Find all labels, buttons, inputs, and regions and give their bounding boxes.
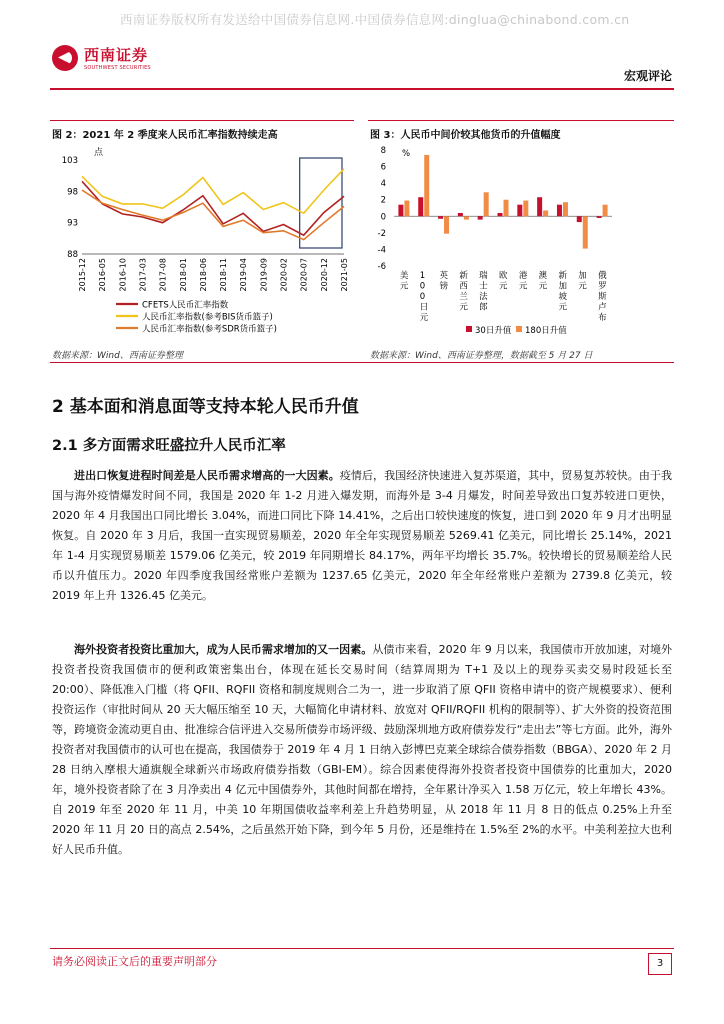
figure3-source: 数据来源：Wind、西南证券整理，数据截至 5 月 27 日 [370, 351, 593, 361]
figure3-bar [498, 213, 503, 216]
figure3-top-rule [368, 120, 674, 121]
paragraph-trade [52, 466, 672, 606]
figure3-bar [517, 205, 522, 217]
figure2-source: 数据来源：Wind、西南证券整理 [52, 351, 183, 361]
figure3-y-tick: -6 [377, 262, 386, 272]
brand-name-cn: 西南证券 [84, 46, 149, 64]
figure3-bar [424, 155, 429, 216]
brand-name-en: SOUTHWEST SECURITIES [84, 65, 151, 71]
figure3-x-tick: 英镑 [439, 271, 449, 292]
figure3-y-tick: -2 [377, 228, 386, 239]
figure2-x-tick: 2015-12 [78, 258, 87, 292]
figure2-x-tick: 2018-01 [178, 258, 188, 292]
figure3-x-tick: 俄罗斯卢布 [598, 271, 607, 323]
figure3-x-tick: 港元 [518, 271, 528, 292]
section-heading: 2 基本面和消息面等支持本轮人民币升值 [52, 397, 359, 417]
figure2-y-tick: 98 [67, 187, 78, 198]
figure2-x-tick: 2021-05 [340, 258, 349, 292]
figure2-x-tick: 2019-04 [239, 258, 249, 292]
figure2-x-tick: 2020-07 [299, 258, 309, 292]
figure2-x-tick: 2017-08 [158, 258, 168, 292]
figure3-x-tick: 美元 [399, 271, 409, 292]
figure2-unit: 点 [94, 148, 104, 158]
disclaimer-note: 请务必阅读正文后的重要声明部分 [52, 955, 217, 968]
figure2-series-line [82, 190, 344, 240]
figure3-y-tick: 4 [380, 179, 386, 190]
figure3-y-tick: -4 [377, 245, 386, 256]
figure3-bar [458, 213, 463, 216]
figure3-bar [444, 216, 449, 233]
figure3-bar [523, 201, 528, 217]
figure3-legend-swatch [466, 326, 472, 332]
figure3-y-tick: 6 [380, 162, 386, 173]
figure2-x-tick: 2017-03 [138, 258, 148, 292]
figure3-bar [543, 210, 548, 216]
figure3-x-tick: 瑞士法郎 [479, 271, 488, 313]
figure3-bar [404, 201, 409, 217]
figure2-title: 图 2：2021 年 2 季度来人民币汇率指数持续走高 [52, 130, 278, 141]
paragraph-body: 疫情后，我国经济快速进入复苏渠道，其中，贸易复苏较快。由于我国与海外疫情爆发时间不同，我国是 2020 年 1-2 月进入爆发期，而海外是 3-4 月爆发，时间差导致出口复苏较进口更快，2020 年 4 月我国出口同比增长 3.04%，而进口同比下降 14.41%，之后出口较快速度的恢复，进口到 2020 年 9 月才出明显恢复。自 2020 年 3 月后，我国一直实现贸易顺差，2020 年全年实现贸易顺差 5269.41 亿美元，同比增长 25.14%，2021 年 1-4 月实现贸易顺差 1579.06 亿美元，较 2019 年同期增长 84.17%，两年平均增长 35.7%。较快增长的贸易顺差给人民币以升值压力。2020 年四季度我国经常账户差额为 1237.65 亿美元，2020 年全年经常账户差额为 2739.8 亿美元，较 2019 年上升 1326.45 亿美元。 [52, 469, 672, 602]
figure2-x-tick: 2016-05 [98, 258, 108, 292]
figure2-y-tick: 103 [61, 156, 78, 166]
figure3-bar [464, 216, 469, 219]
header-divider [50, 88, 674, 90]
figure3-bar [398, 205, 403, 217]
figure2-chart [52, 142, 352, 346]
figure3-x-tick: 新加坡元 [558, 271, 567, 313]
figure2-series-line [82, 169, 344, 214]
brand-logo [52, 44, 151, 71]
footer-divider [50, 948, 674, 949]
paragraph-body: 从债市来看，2020 年 9 月以来，我国债市开放加速，对境外投资者投资我国债市的便利政策密集出台，体现在延长交易时间（结算周期为 T+1 及以上的现券买卖交易时段延长至 20:00）、降低准入门槛（将 QFII、RQFII 资格和制度规则合二为一，进一步取消了原 QFII 资格申请中的资产规模要求）、便利投资运作（审批时间从 20 天大幅压缩至 10 天，大幅简化申请材料、放宽对 QFII/RQFII 机构的限制等）、扩大外资的投资范围等，跨境资金流动更自由、批准综合信评进入交易所债券市场评级、鼓励深圳地方政府债券发行“走出去”等七方面。此外，海外投资者对我国债市的认可也在提高，我国债券于 2019 年 4 月 1 日纳入彭博巴克莱全球综合债券指数（BBGA）、2020 年 2 月 28 日纳入摩根大通旗舰全球新兴市场政府债券指数（GBI-EM）。综合因素使得海外投资者投资中国债券的比重加大，2020 年，境外投资者除了在 3 月净卖出 4 亿元中国债券外，其他时间都在增持，全年累计净买入 1.58 万亿元，较上年增长 43%。自 2019 年至 2020 年 11 月，中美 10 年期国债收益率利差上升趋势明显，从 2018 年 11 月 8 日的低点 0.25%上升至 2020 年 11 月 20 日的高点 2.54%，之后虽然开始下降，到今年 5 月份，还是维持在 1.5%至 2%的水平。中美利差拉大也利好人民币升值。 [52, 643, 673, 856]
figure2-y-tick: 88 [67, 250, 78, 260]
paragraph-lead: 进出口恢复进程时间差是人民币需求增高的一大因素。 [74, 469, 340, 482]
figure3-y-tick: 2 [380, 195, 386, 206]
figure3-legend-label: 180日升值 [525, 326, 567, 336]
figure2-x-tick: 2016-10 [118, 258, 128, 292]
figure3-x-tick: 新西兰元 [459, 271, 468, 313]
figure3-title: 图 3：人民币中间价较其他货币的升值幅度 [370, 130, 561, 141]
figure2-x-tick: 2018-06 [198, 258, 208, 292]
figure2-series-line [82, 181, 344, 235]
figure3-bar [563, 202, 568, 216]
figure3-bar [418, 197, 423, 216]
figure3-y-tick: 0 [380, 212, 386, 223]
figure3-bar [603, 205, 608, 217]
figure2-y-tick: 93 [67, 218, 78, 229]
figure3-x-tick: 欧元 [499, 271, 508, 292]
figure3-bar [504, 200, 509, 217]
paragraph-lead: 海外投资者投资比重加大，成为人民币需求增加的又一因素。 [74, 643, 373, 656]
figure2-x-tick: 2018-11 [219, 258, 229, 292]
figure3-bar [537, 197, 542, 216]
figure2-legend-label: 人民币汇率指数(参考SDR货币篮子) [142, 324, 277, 335]
figure3-x-tick: 1 0 0 日元 [419, 271, 429, 323]
figure3-bar [478, 216, 483, 219]
figure3-unit: % [402, 149, 411, 159]
watermark: 西南证券版权所有发送给中国债券信息网.中国债券信息网:dinglua@chinabond.com.cn [120, 12, 630, 27]
figure2-legend-label: 人民币汇率指数(参考BIS货币篮子) [142, 312, 273, 323]
figure3-y-tick: 8 [380, 146, 386, 156]
report-type: 宏观评论 [623, 69, 672, 83]
figure2-legend-label: CFETS人民币汇率指数 [142, 300, 229, 311]
figure2-x-tick: 2020-02 [279, 258, 289, 292]
figure3-bar [577, 216, 582, 222]
figure-bottom-rule [50, 362, 674, 363]
figure3-bar [438, 216, 443, 218]
figure3-bar [557, 205, 562, 217]
paragraph-foreign-investors [52, 640, 672, 860]
figure3-x-tick: 加元 [578, 271, 587, 292]
page-number: 3 [648, 953, 672, 975]
figure2-top-rule [50, 120, 354, 121]
figure3-x-tick: 澳元 [538, 271, 548, 292]
figure3-legend-swatch [516, 326, 522, 332]
figure2-x-tick: 2019-09 [259, 258, 269, 292]
figure3-bar [583, 216, 588, 248]
figure3-bar [597, 216, 602, 218]
figure3-bar [484, 192, 489, 216]
brand-logo-icon [52, 45, 78, 71]
figure3-legend-label: 30日升值 [475, 326, 512, 336]
figure2-x-tick: 2020-12 [319, 258, 329, 292]
figure3-chart [368, 142, 672, 346]
subsection-heading: 2.1 多方面需求旺盛拉升人民币汇率 [52, 438, 286, 454]
